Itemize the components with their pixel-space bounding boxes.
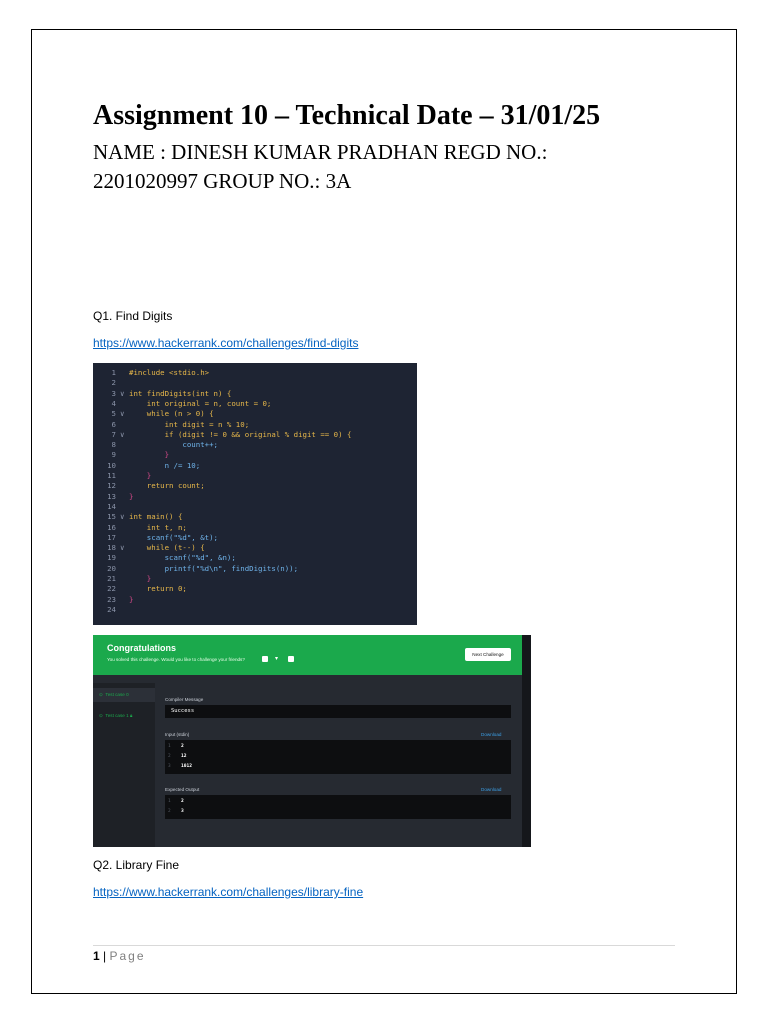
code-line-text: #include <stdio.h> bbox=[129, 368, 210, 377]
code-line-number: 6 bbox=[111, 419, 116, 429]
page-label: Page bbox=[109, 949, 146, 963]
code-line-number: 9 bbox=[111, 450, 116, 460]
check-circle-icon: ⊙ bbox=[99, 713, 103, 718]
code-line-number: 13 bbox=[107, 491, 116, 501]
code-line bbox=[93, 420, 417, 430]
code-line-text: while (n > 0) { bbox=[129, 409, 214, 419]
next-challenge-button[interactable]: Next Challenge bbox=[465, 648, 511, 661]
code-line-number: 21 bbox=[107, 574, 116, 583]
code-line-text: } bbox=[129, 491, 134, 501]
code-line-text: while (t--) { bbox=[129, 543, 205, 553]
code-line bbox=[93, 584, 417, 594]
code-line bbox=[93, 595, 417, 605]
code-line bbox=[93, 543, 417, 553]
code-line-number: 15 bbox=[107, 512, 116, 522]
document-title: Assignment 10 – Technical Date – 31/01/25 bbox=[93, 100, 601, 131]
code-screenshot bbox=[93, 363, 417, 625]
code-line-number: 14 bbox=[107, 501, 116, 511]
code-line bbox=[93, 512, 417, 522]
facebook-icon[interactable] bbox=[262, 656, 268, 662]
twitter-icon[interactable]: ▾ bbox=[275, 656, 279, 662]
test-case-0[interactable] bbox=[93, 688, 155, 702]
code-line bbox=[93, 574, 417, 584]
footer-separator: | bbox=[103, 949, 107, 963]
code-line bbox=[93, 502, 417, 512]
code-line-number: 1 bbox=[111, 368, 116, 377]
expected-output-label: Expected Output bbox=[165, 787, 200, 792]
test-case-1[interactable] bbox=[93, 709, 155, 723]
code-line-number: 3 bbox=[111, 388, 116, 398]
congrats-title: Congratulations bbox=[107, 643, 176, 653]
compiler-message-box bbox=[165, 705, 511, 718]
code-line-text: scanf("%d", &t); bbox=[129, 532, 218, 542]
fold-chevron-icon: ∨ bbox=[120, 409, 125, 419]
code-line bbox=[93, 492, 417, 502]
code-line-text: return count; bbox=[129, 481, 205, 491]
code-line-number: 7 bbox=[111, 429, 116, 439]
code-line-number: 22 bbox=[107, 584, 116, 594]
code-line-text: } bbox=[129, 471, 152, 480]
compiler-message-value: Success bbox=[171, 708, 195, 714]
code-line-text: if (digit != 0 && original % digit == 0) { bbox=[129, 429, 352, 439]
code-line bbox=[93, 471, 417, 481]
input-row-number: 2 bbox=[168, 754, 171, 759]
input-download-link[interactable]: Download bbox=[481, 732, 502, 737]
code-line-text: scanf("%d", &n); bbox=[129, 553, 236, 563]
code-line bbox=[93, 440, 417, 450]
fold-chevron-icon: ∨ bbox=[120, 512, 125, 522]
input-row-value: 2 bbox=[181, 744, 184, 749]
code-line-number: 8 bbox=[111, 440, 116, 450]
output-row-value: 3 bbox=[181, 809, 184, 814]
code-line-text: } bbox=[129, 450, 170, 460]
question-label-1: Q1. Find Digits bbox=[93, 309, 173, 323]
lock-icon: 🔒︎ bbox=[129, 713, 133, 718]
input-row-number: 3 bbox=[168, 764, 171, 769]
fold-chevron-icon: ∨ bbox=[120, 429, 125, 439]
fold-chevron-icon: ∨ bbox=[120, 543, 125, 553]
code-line-number: 19 bbox=[107, 553, 116, 563]
code-line-text: printf("%d\n", findDigits(n)); bbox=[129, 563, 299, 573]
page-footer bbox=[93, 949, 146, 963]
code-line bbox=[93, 523, 417, 533]
success-banner bbox=[93, 635, 522, 675]
code-line-number: 20 bbox=[107, 563, 116, 573]
code-line bbox=[93, 553, 417, 563]
code-line-text: count++; bbox=[129, 440, 218, 450]
code-line-text: int t, n; bbox=[129, 522, 187, 532]
code-line-text: n /= 10; bbox=[129, 460, 201, 470]
compiler-message-label: Compiler Message bbox=[165, 697, 204, 702]
code-line bbox=[93, 605, 417, 615]
code-line-number: 4 bbox=[111, 398, 116, 408]
test-case-1-label: Test case 1 bbox=[105, 713, 129, 718]
code-line-text: return 0; bbox=[129, 584, 187, 594]
document-subtitle: NAME : DINESH KUMAR PRADHAN REGD NO.: 2201020997 GROUP NO.: 3A bbox=[93, 140, 548, 193]
code-line-number: 5 bbox=[111, 409, 116, 419]
code-line-text: } bbox=[129, 594, 134, 604]
code-line bbox=[93, 409, 417, 419]
input-row-value: 12 bbox=[181, 754, 187, 759]
code-line bbox=[93, 450, 417, 460]
linkedin-icon[interactable] bbox=[288, 656, 294, 662]
output-row-number: 1 bbox=[168, 799, 171, 804]
result-screenshot bbox=[93, 635, 531, 847]
code-line bbox=[93, 430, 417, 440]
fold-chevron-icon: ∨ bbox=[120, 388, 125, 398]
code-line-number: 18 bbox=[107, 543, 116, 553]
question-link-2[interactable]: https://www.hackerrank.com/challenges/library-fine bbox=[93, 885, 364, 899]
output-download-link[interactable]: Download bbox=[481, 787, 502, 792]
code-line bbox=[93, 564, 417, 574]
code-line-number: 10 bbox=[107, 460, 116, 470]
code-line bbox=[93, 461, 417, 471]
code-line bbox=[93, 533, 417, 543]
code-line-number: 23 bbox=[107, 594, 116, 604]
input-row-number: 1 bbox=[168, 744, 171, 749]
code-line bbox=[93, 378, 417, 388]
output-row-number: 2 bbox=[168, 809, 171, 814]
congrats-message: You solved this challenge. Would you like to challenge your friends? bbox=[107, 657, 245, 662]
code-line-text: int findDigits(int n) { bbox=[129, 388, 232, 398]
code-line bbox=[93, 481, 417, 491]
page-number: 1 bbox=[93, 949, 100, 963]
code-line-number: 17 bbox=[107, 532, 116, 542]
input-label: Input (stdin) bbox=[165, 732, 190, 737]
scrollbar-strip bbox=[522, 635, 531, 847]
question-link-1[interactable]: https://www.hackerrank.com/challenges/find-digits bbox=[93, 336, 359, 350]
code-line-number: 11 bbox=[107, 471, 116, 480]
code-line-text: int main() { bbox=[129, 512, 183, 522]
input-row-value: 1012 bbox=[181, 764, 193, 769]
code-line bbox=[93, 368, 417, 378]
code-line-text: int digit = n % 10; bbox=[129, 419, 250, 429]
output-row-value: 2 bbox=[181, 799, 184, 804]
code-line-number: 12 bbox=[107, 481, 116, 491]
footer-divider bbox=[93, 945, 675, 946]
code-line-text: int original = n, count = 0; bbox=[129, 398, 272, 408]
code-line bbox=[93, 389, 417, 399]
code-line-number: 16 bbox=[107, 522, 116, 532]
input-box bbox=[165, 740, 511, 774]
check-circle-icon: ⊙ bbox=[99, 692, 103, 697]
test-case-sidebar bbox=[93, 683, 155, 847]
code-line-text: } bbox=[129, 574, 152, 583]
question-label-2: Q2. Library Fine bbox=[93, 858, 180, 872]
test-case-0-label: Test case 0 bbox=[105, 692, 129, 697]
expected-output-box bbox=[165, 795, 511, 819]
code-line-number: 24 bbox=[107, 604, 116, 614]
code-line bbox=[93, 399, 417, 409]
code-line-number: 2 bbox=[111, 378, 116, 388]
